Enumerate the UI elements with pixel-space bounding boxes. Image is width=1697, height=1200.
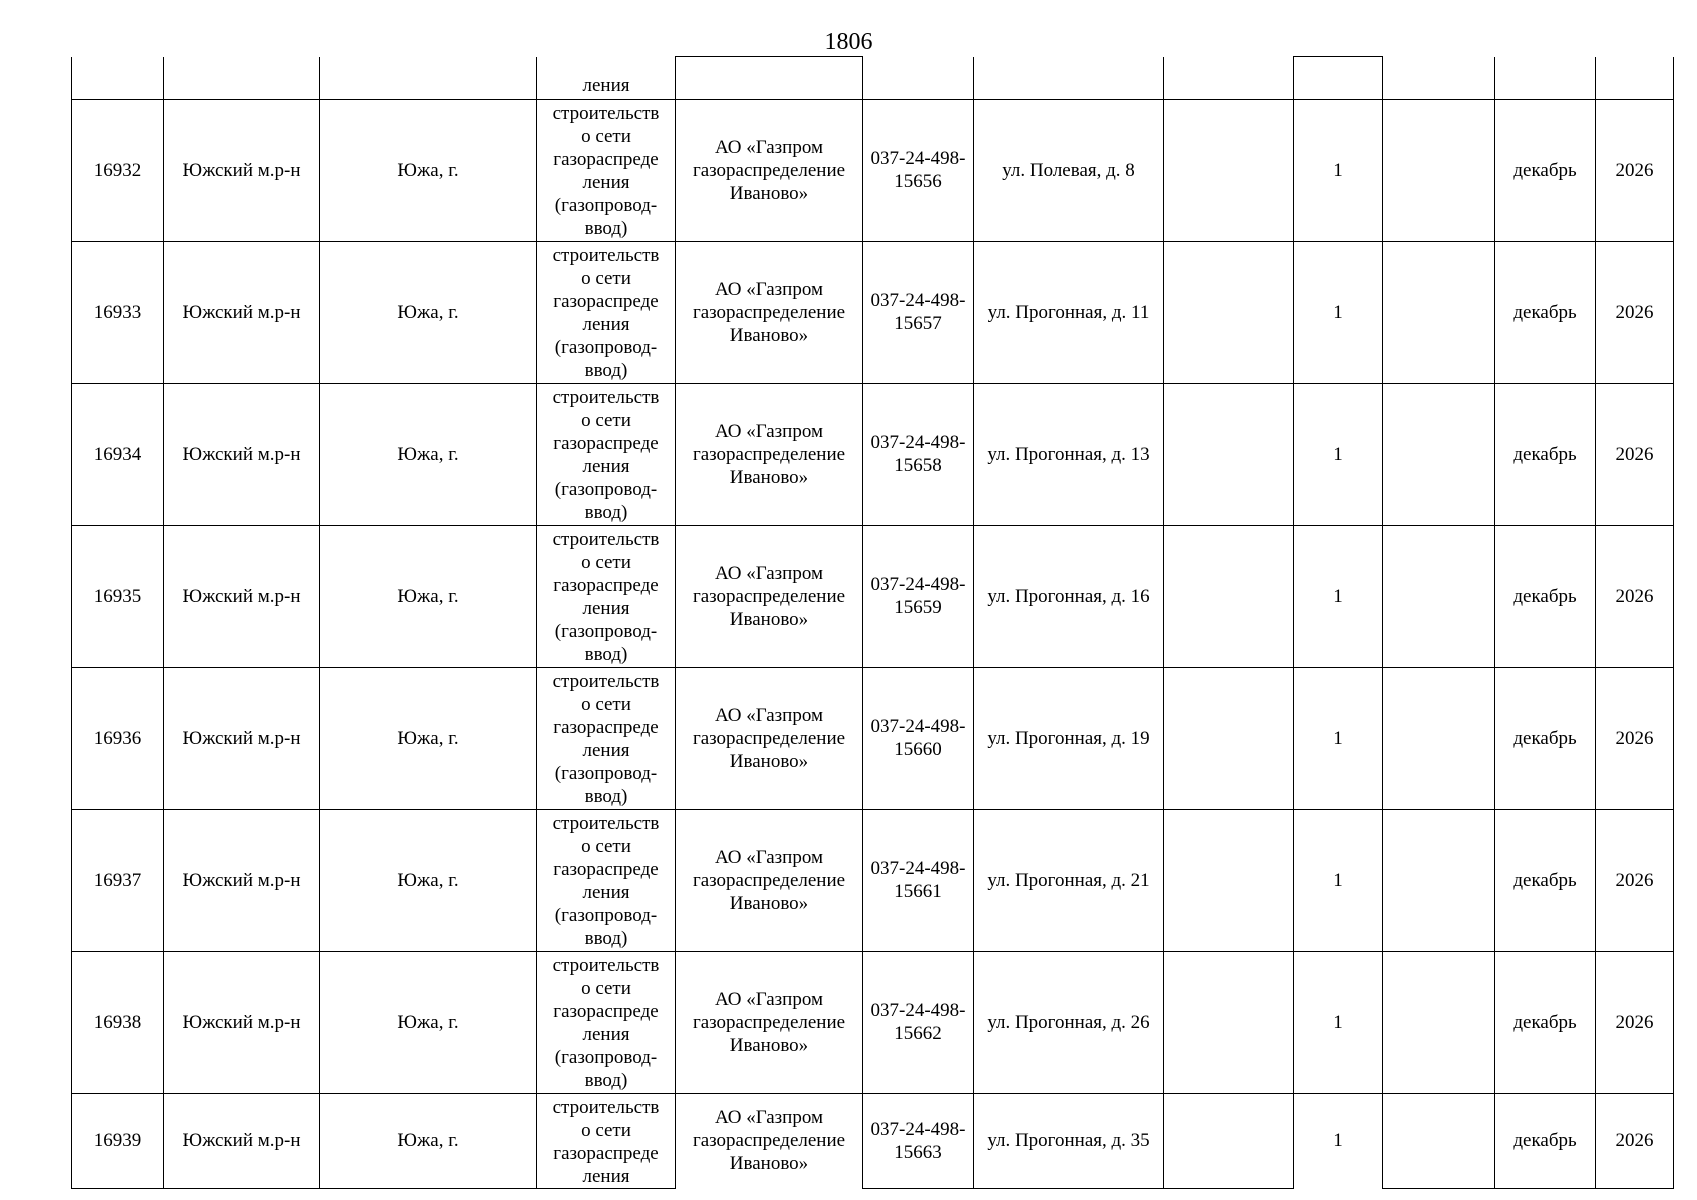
cell-extra [1164,57,1294,100]
cell-org: АО «Газпром газораспределение Иваново» [676,951,863,1093]
cell-locality: Южа, г. [320,1093,537,1188]
purpose-line: ввод) [584,785,628,807]
cell-locality: Южа, г. [320,951,537,1093]
purpose-line: строительств [552,1096,660,1118]
cell-district: Южский м.р-н [164,951,320,1093]
table-row [72,241,1674,383]
cell-qty: 1 [1294,809,1383,951]
cell-org: АО «Газпром газораспределение Иваново» [676,383,863,525]
cell-address: ул. Прогонная, д. 11 [974,241,1164,383]
cell-blank [1383,525,1495,667]
cell-code: 037-24-498-15659 [863,525,974,667]
table-row [72,951,1674,1093]
purpose-line: ления [582,313,630,335]
cell-month: декабрь [1495,241,1596,383]
cell-address: ул. Полевая, д. 8 [974,99,1164,241]
cell-locality: Южа, г. [320,99,537,241]
cell-month: декабрь [1495,525,1596,667]
cell-blank [1383,951,1495,1093]
cell-address [974,57,1164,100]
cell-purpose [537,383,676,525]
purpose-line: (газопровод- [554,1046,658,1068]
cell-extra [1164,1093,1294,1188]
cell-num: 16935 [72,525,164,667]
purpose-line: о сети [581,977,631,999]
cell-extra [1164,241,1294,383]
cell-org: АО «Газпром газораспределение Иваново» [676,241,863,383]
purpose-line: строительств [552,386,660,408]
cell-locality: Южа, г. [320,809,537,951]
objects-table [71,56,1674,1189]
table-row [72,525,1674,667]
cell-year: 2026 [1596,809,1674,951]
purpose-line: строительств [552,528,660,550]
cell-num: 16936 [72,667,164,809]
cell-locality: Южа, г. [320,241,537,383]
table-row-fragment [72,57,1674,100]
page-number: 1806 [824,29,873,55]
purpose-line: ления [582,171,630,193]
cell-district: Южский м.р-н [164,1093,320,1188]
cell-code: 037-24-498-15657 [863,241,974,383]
cell-address: ул. Прогонная, д. 26 [974,951,1164,1093]
cell-year: 2026 [1596,99,1674,241]
cell-district [164,57,320,100]
cell-year: 2026 [1596,383,1674,525]
purpose-line: строительств [552,670,660,692]
cell-year: 2026 [1596,951,1674,1093]
cell-month: декабрь [1495,1093,1596,1188]
table-body [72,57,1674,1189]
purpose-line: ввод) [584,643,628,665]
cell-qty: 1 [1294,241,1383,383]
purpose-line: газораспреде [553,716,659,738]
cell-address: ул. Прогонная, д. 35 [974,1093,1164,1188]
purpose-line: о сети [581,835,631,857]
cell-org: АО «Газпром газораспределение Иваново» [676,99,863,241]
table-row [72,667,1674,809]
purpose-line: газораспреде [553,290,659,312]
cell-year: 2026 [1596,1093,1674,1188]
cell-district: Южский м.р-н [164,241,320,383]
cell-org: АО «Газпром газораспределение Иваново» [676,667,863,809]
cell-purpose [537,99,676,241]
purpose-line: ления [582,1165,630,1187]
purpose-line: о сети [581,1119,631,1141]
purpose-line: (газопровод- [554,336,658,358]
purpose-line: газораспреде [553,1142,659,1164]
table-row [72,809,1674,951]
cell-code [863,57,974,100]
cell-code: 037-24-498-15656 [863,99,974,241]
cell-num: 16938 [72,951,164,1093]
cell-purpose [537,525,676,667]
cell-num [72,57,164,100]
purpose-line: (газопровод- [554,762,658,784]
purpose-line: ления [582,739,630,761]
purpose-line: о сети [581,693,631,715]
cell-org: АО «Газпром газораспределение Иваново» [676,809,863,951]
cell-blank [1383,1093,1495,1188]
table-row [72,1093,1674,1188]
cell-purpose [537,667,676,809]
cell-blank [1383,241,1495,383]
purpose-line: о сети [581,551,631,573]
cell-purpose: ления [537,57,676,100]
cell-district: Южский м.р-н [164,383,320,525]
cell-year [1596,57,1674,100]
cell-code: 037-24-498-15663 [863,1093,974,1188]
cell-num: 16939 [72,1093,164,1188]
cell-month: декабрь [1495,667,1596,809]
table-row [72,99,1674,241]
cell-purpose [537,241,676,383]
purpose-line: ления [582,881,630,903]
purpose-line: газораспреде [553,1000,659,1022]
cell-month: декабрь [1495,809,1596,951]
cell-extra [1164,667,1294,809]
cell-district: Южский м.р-н [164,809,320,951]
cell-month [1495,57,1596,100]
cell-code: 037-24-498-15660 [863,667,974,809]
cell-district: Южский м.р-н [164,99,320,241]
cell-purpose [537,809,676,951]
purpose-line: (газопровод- [554,904,658,926]
cell-district: Южский м.р-н [164,525,320,667]
cell-blank [1383,99,1495,241]
cell-blank [1383,383,1495,525]
cell-address: ул. Прогонная, д. 13 [974,383,1164,525]
cell-year: 2026 [1596,525,1674,667]
purpose-line: строительств [552,812,660,834]
purpose-line: (газопровод- [554,478,658,500]
cell-month: декабрь [1495,951,1596,1093]
cell-code: 037-24-498-15661 [863,809,974,951]
purpose-line: ввод) [584,501,628,523]
purpose-line: строительств [552,954,660,976]
purpose-line: о сети [581,409,631,431]
purpose-line: ления [582,1023,630,1045]
cell-address: ул. Прогонная, д. 19 [974,667,1164,809]
cell-purpose [537,1093,676,1188]
cell-blank [1383,809,1495,951]
purpose-line: газораспреде [553,858,659,880]
purpose-line: о сети [581,125,631,147]
purpose-line: строительств [552,244,660,266]
cell-extra [1164,809,1294,951]
cell-blank [1383,667,1495,809]
purpose-line: ввод) [584,217,628,239]
cell-district: Южский м.р-н [164,667,320,809]
cell-extra [1164,525,1294,667]
cell-qty: 1 [1294,951,1383,1093]
cell-qty: 1 [1294,1093,1383,1188]
cell-month: декабрь [1495,99,1596,241]
cell-qty: 1 [1294,525,1383,667]
cell-year: 2026 [1596,241,1674,383]
cell-purpose [537,951,676,1093]
cell-extra [1164,99,1294,241]
table-row [72,383,1674,525]
cell-extra [1164,951,1294,1093]
cell-qty: 1 [1294,667,1383,809]
purpose-line: (газопровод- [554,620,658,642]
cell-num: 16934 [72,383,164,525]
cell-org [676,57,863,100]
cell-address: ул. Прогонная, д. 16 [974,525,1164,667]
cell-extra [1164,383,1294,525]
cell-locality: Южа, г. [320,667,537,809]
cell-locality: Южа, г. [320,383,537,525]
cell-qty: 1 [1294,383,1383,525]
cell-org: АО «Газпром газораспределение Иваново» [676,525,863,667]
purpose-line: (газопровод- [554,194,658,216]
cell-code: 037-24-498-15662 [863,951,974,1093]
cell-locality: Южа, г. [320,525,537,667]
cell-address: ул. Прогонная, д. 21 [974,809,1164,951]
purpose-line: ввод) [584,1069,628,1091]
cell-num: 16933 [72,241,164,383]
purpose-line: газораспреде [553,432,659,454]
cell-qty: 1 [1294,99,1383,241]
purpose-line: строительств [552,102,660,124]
cell-num: 16932 [72,99,164,241]
purpose-line: газораспреде [553,148,659,170]
purpose-line: газораспреде [553,574,659,596]
purpose-line: ввод) [584,359,628,381]
cell-year: 2026 [1596,667,1674,809]
cell-locality [320,57,537,100]
cell-qty [1294,57,1383,100]
purpose-line: о сети [581,267,631,289]
purpose-line: ления [582,455,630,477]
cell-month: декабрь [1495,383,1596,525]
cell-blank [1383,57,1495,100]
cell-num: 16937 [72,809,164,951]
cell-code: 037-24-498-15658 [863,383,974,525]
cell-org: АО «Газпром газораспределение Иваново» [676,1093,863,1188]
purpose-line: ления [582,597,630,619]
purpose-line: ввод) [584,927,628,949]
